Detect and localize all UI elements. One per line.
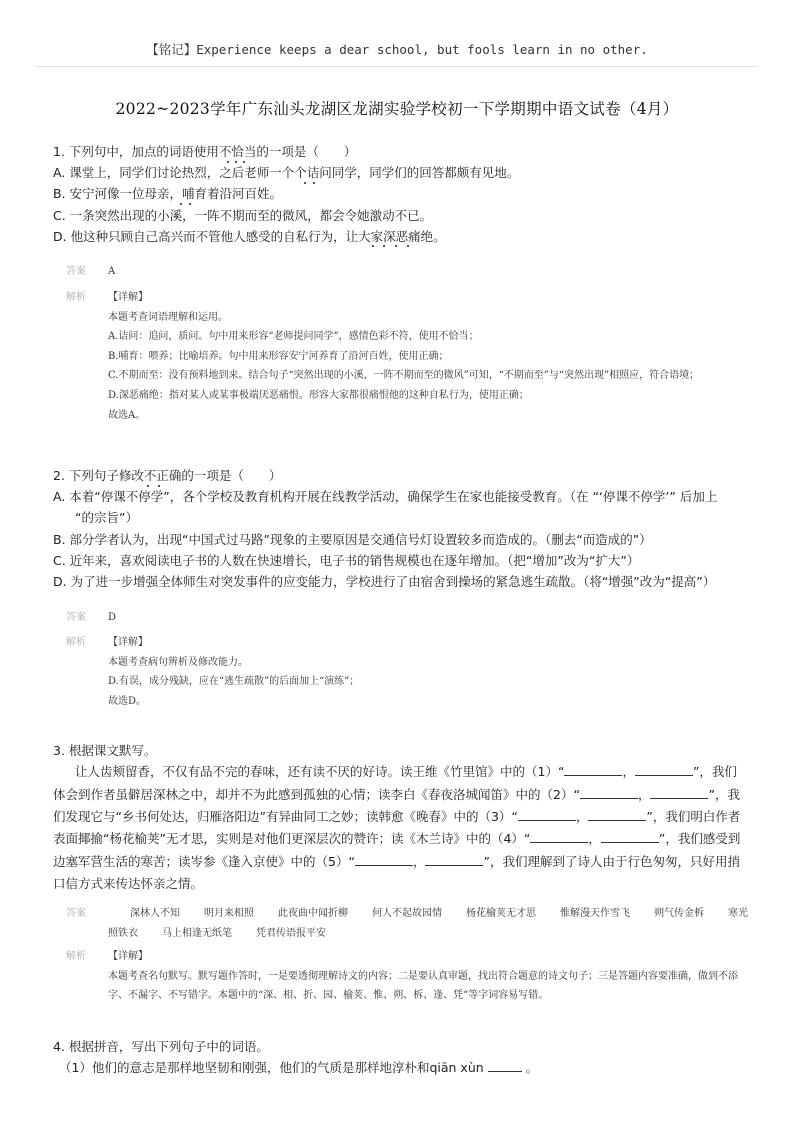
q1-option-d[interactable]: D. 他这种只顾自己高兴而不管他人感受的自私行为，让大家深恶痛绝。 xyxy=(53,228,446,244)
q2-explanation-label: 解析 xyxy=(66,637,86,648)
explanation-line: 故选D。 xyxy=(108,695,147,707)
q1-option-b[interactable]: B. 安宁河像一位母亲，哺育着沿河百姓。 xyxy=(53,186,283,202)
q2-option-c[interactable]: C. 近年来，喜欢阅读电子书的人数在快速增长，电子书的销售规模也在逐年增加。（把“增加”改为“扩大”） xyxy=(53,552,640,568)
explanation-line: B.哺育：喂养；比喻培养。句中用来形容安宁河养育了沿河百姓，使用正确； xyxy=(108,350,449,362)
q3-explanation-label: 解析 xyxy=(66,951,86,962)
answer-blank[interactable] xyxy=(635,762,693,776)
q3-stem: 3. 根据课文默写。 xyxy=(53,743,157,758)
passage-text: ， xyxy=(637,786,651,802)
q2-option-b[interactable]: B. 部分学者认为，出现“中国式过马路”现象的主要原因是交通信号灯设置较多而造成的。（删去“而造成的”） xyxy=(53,531,652,547)
q3-passage xyxy=(53,761,743,895)
q1-explanation-label: 解析 xyxy=(66,292,86,303)
passage-text: 到作者虽僻居深林之中，却并不为此感到孤独的心情；读李白《春夜洛城闻笛》中的（2）“ xyxy=(78,786,580,802)
q1-option-c[interactable]: C. 一条突然出现的小溪，一阵不期而至的微风，都会令她激动不已。 xyxy=(53,207,433,223)
explanation-line: 本题考查病句辨析及修改能力。 xyxy=(108,656,248,668)
q1-answer-label: 答案 xyxy=(66,266,86,277)
q2-answer-value: D xyxy=(108,612,117,623)
answer-blank[interactable] xyxy=(580,785,638,799)
answer-line: 朔气传金柝 xyxy=(654,908,704,919)
passage-text: ， xyxy=(575,809,589,825)
q4-stem: 4. 根据拼音，写出下列句子中的词语。 xyxy=(53,1039,269,1054)
q1-answer-value: A xyxy=(108,266,116,277)
q3-answer-label: 答案 xyxy=(66,908,86,919)
passage-text: ”，我们理解到了诗人由于行色匆匆，只好用捎口信方式来传达怀 xyxy=(53,853,740,892)
explanation-line: D.有误，成分残缺，应在“逃生疏散”的后面加上“演练”； xyxy=(108,676,360,688)
explanation-line: D.深恶痛绝：指对某人或某事极端厌恶痛恨。形容大家都很痛恨他的这种自私行为，使用正确； xyxy=(108,389,529,401)
explanation-line: 【详解】 xyxy=(108,637,148,648)
explanation-line: 故选A。 xyxy=(108,409,146,421)
q3-explanation-body xyxy=(108,947,753,1006)
answer-line: 寒光照铁衣 xyxy=(108,908,748,939)
q2-explanation-body xyxy=(108,633,753,711)
question-3 xyxy=(53,740,743,896)
q2-option-d[interactable]: D. 为了进一步增强全体师生对突发事件的应变能力，学校进行了由宿舍到操场的紧急逃生疏散。（将“增强”改为“提高”） xyxy=(53,574,716,590)
q1-stem: 1. 下列句中，加点的词语使用不恰当的一项是（ ） xyxy=(53,144,357,159)
answer-line: 深林人不知 xyxy=(130,908,180,919)
passage-text: ”，我们发现它与 xyxy=(53,786,740,825)
passage-text: ”，我们明白作者表面揶揄“杨 xyxy=(53,809,741,847)
answer-line: 明月来相照 xyxy=(204,908,254,919)
q4-item-1-end: 。 xyxy=(525,1060,539,1076)
q1-option-a[interactable]: A. 课堂上，同学们讨论热烈，之后老师一个个诘问同学，同学们的回答都颇有见地。 xyxy=(53,165,520,181)
answer-line: 此夜曲中闻折柳 xyxy=(278,908,348,919)
passage-text: 让人齿颊留香，不仅有品不完的春味，还有读不厌的好诗。读王维《竹里馆》中的（1）“ xyxy=(75,764,565,780)
answer-line: 马上相逢无纸笔 xyxy=(162,927,232,939)
passage-text: ， xyxy=(412,853,426,869)
q2-option-a[interactable]: A. 本着“停课不停学”，各个学校及教育机构开展在线教学活动，确保学生在家也能接受教育。（在 “‘停课不停学’” 后加上 xyxy=(53,489,718,505)
explanation-line: C.不期而至：没有预料地到来。结合句子“突然出现的小溪，一阵不期而至的微风”可知，“不期而至”与“突然出现”相照应，符合语境； xyxy=(108,370,700,382)
answer-blank[interactable] xyxy=(355,852,413,866)
passage-text: 亲之情。 xyxy=(153,876,204,892)
passage-text: ， xyxy=(588,831,601,847)
q2-option-a-continued: “的宗旨”） xyxy=(75,510,138,526)
passage-text: ”，我们体会 xyxy=(53,764,737,802)
header-divider xyxy=(36,66,758,67)
passage-text: “乡书何处达，归雁洛阳边”有异曲同工之妙；读韩愈《晚春》中的（3）“ xyxy=(115,809,518,825)
answer-blank[interactable] xyxy=(564,762,622,776)
passage-text: ”，我们感受到边塞军营生活的 xyxy=(53,831,741,869)
header-motto: 【铭记】Experience keeps a dear school, but fools learn in no other. xyxy=(146,42,648,57)
passage-text: 寒苦；读岑参《逢入京使》中的（5）“ xyxy=(140,853,355,869)
page-title: 2022~2023学年广东汕头龙湖区龙湖实验学校初一下学期期中语文试卷（4月） xyxy=(115,100,679,118)
answer-blank[interactable] xyxy=(530,829,588,843)
pinyin-answer-blank[interactable] xyxy=(488,1058,522,1072)
explanation-line: 本题考查词语理解和运用。 xyxy=(108,311,228,323)
explanation-line: 【详解】 xyxy=(108,292,148,303)
answer-blank[interactable] xyxy=(518,807,576,821)
explanation-line: 【详解】 xyxy=(108,951,148,962)
answer-blank[interactable] xyxy=(650,785,708,799)
q4-item-1 xyxy=(53,1057,743,1078)
question-2 xyxy=(53,465,743,592)
answer-line: 杨花榆荚无才思 xyxy=(466,908,536,919)
passage-text: 花榆荚”无才思，实则是对他们更深层次的赞许；读《木兰诗》中的（4）“ xyxy=(121,831,531,847)
question-1 xyxy=(53,141,743,247)
answer-blank[interactable] xyxy=(588,807,646,821)
answer-blank[interactable] xyxy=(425,852,483,866)
explanation-line: 本题考查名句默写。默写题作答时，一是要透彻理解诗文的内容；二是要认真审题，找出符合题意的诗文句子；三是答题内容要准确，做到不添字、不漏字、不写错字。本题中的“深、相、折、园、榆荚、惟、朔、柝、逢、凭”等字词容易写错。 xyxy=(108,970,738,1002)
answer-line: 惟解漫天作雪飞 xyxy=(560,908,630,919)
question-4 xyxy=(53,1036,743,1078)
answer-line: 何人不起故园情 xyxy=(372,908,442,919)
q1-explanation-body xyxy=(108,288,753,425)
q4-item-1-text: （1）他们的意志是那样地坚韧和刚强，他们的气质是那样地淳朴和qiān xùn xyxy=(59,1060,484,1076)
q2-stem: 2. 下列句子修改不正确的一项是（ ） xyxy=(53,468,282,483)
passage-text: ， xyxy=(622,764,635,780)
answer-blank[interactable] xyxy=(601,829,659,843)
answer-line: 凭君传语报平安 xyxy=(256,927,326,939)
q3-answer-values xyxy=(108,904,748,943)
q2-answer-label: 答案 xyxy=(66,612,86,623)
explanation-line: A.诘问：追问，质问。句中用来形容“老师提问同学”，感情色彩不符，使用不恰当； xyxy=(108,331,479,343)
